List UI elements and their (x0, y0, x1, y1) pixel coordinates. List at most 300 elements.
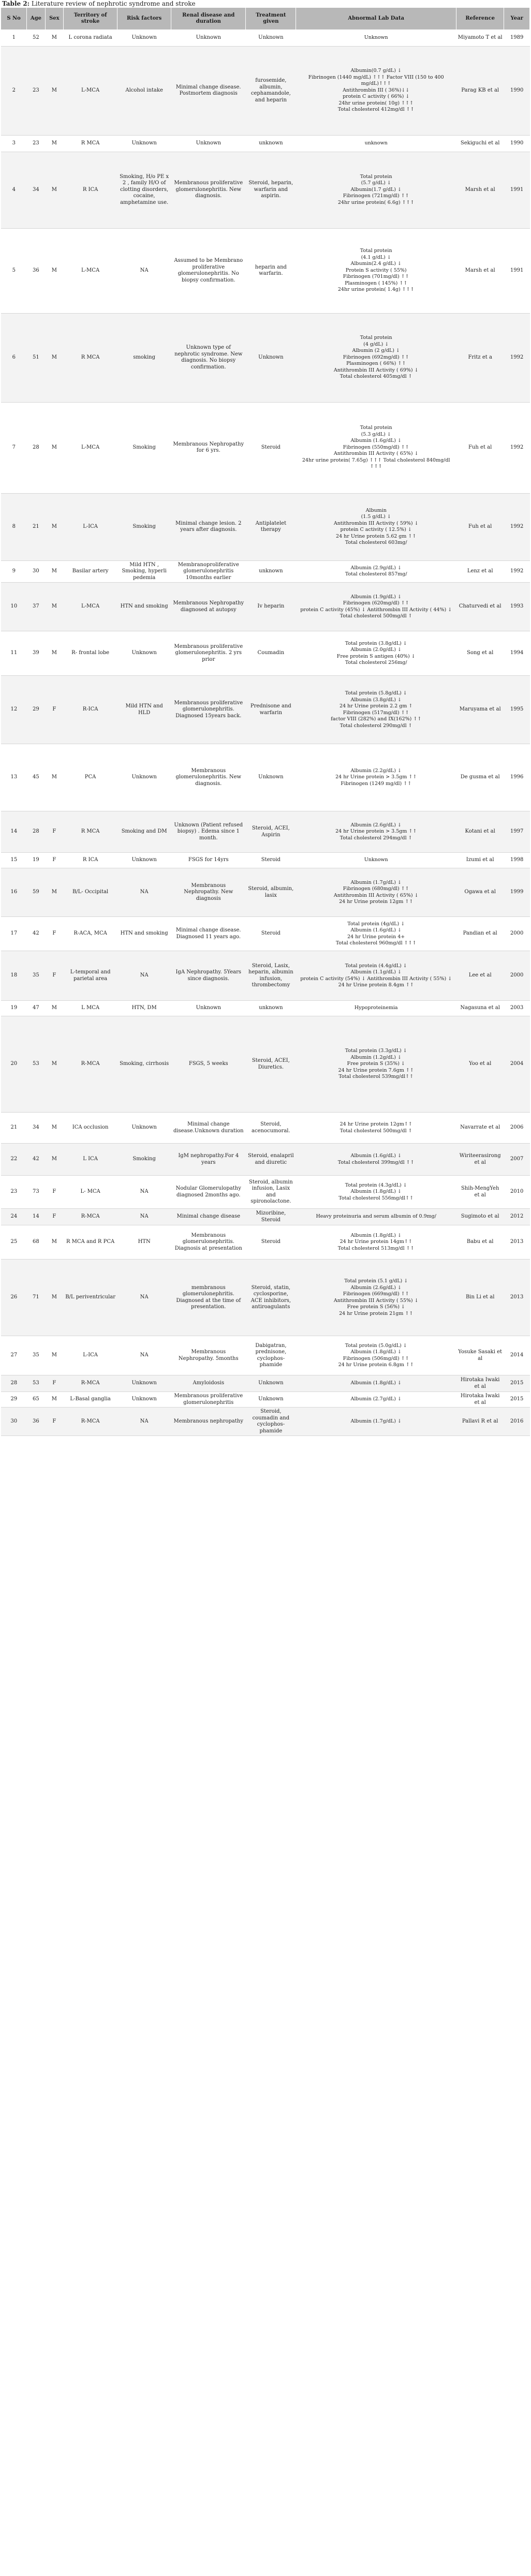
lab-value: Fibrinogen (1249 mg/dl) ↑↑ (341, 780, 412, 787)
cell-treatment: Unknown (246, 1375, 296, 1392)
cell-sex: M (45, 493, 63, 560)
cell-age: 53 (27, 1016, 45, 1113)
lab-value: (1.5 g/dL) ↓ (361, 514, 391, 520)
cell-renal-disease: Membranoproliferative glomerulonephritis 10months earlier (171, 560, 246, 583)
lab-value: Albumin (1.6g/dL) ↓ (350, 438, 402, 444)
cell-treatment: Steroid, statin, cyclosporine, ACE inhibitors, antiroagulants (246, 1260, 296, 1336)
cell-treatment: Steroid, enalapril and diuretic (246, 1144, 296, 1176)
cell-age: 52 (27, 29, 45, 46)
cell-reference: Hirotaka Iwaki et al (456, 1375, 504, 1392)
lab-value: Total protein (3.8g/dL) ↓ (345, 640, 407, 646)
table-row (1, 744, 530, 811)
cell-territory: L ICA (64, 1144, 117, 1176)
lab-value: Fibrinogen (721mg/dl) ↑↑ (343, 193, 409, 199)
table-body (1, 29, 530, 1436)
cell-lab-data (296, 1375, 456, 1392)
lab-value: Total protein (360, 425, 392, 431)
cell-sex: F (45, 811, 63, 853)
table-row (1, 951, 530, 1001)
cell-renal-disease: Membranous glomerulonephritis. New diagnosis. (171, 744, 246, 811)
cell-territory: B/L periventricular (64, 1260, 117, 1336)
lab-value: Albumin (1.6g/dL) ↓ (350, 1153, 402, 1159)
lab-value: 24hr urine protein( 10g) ↑↑↑ (338, 100, 414, 106)
cell-risk-factors: Mild HTN and HLD (117, 676, 171, 744)
cell-sno: 18 (1, 951, 27, 1001)
lab-value: Antithrombin III Activity ( 65%) ↓ (333, 451, 419, 457)
cell-reference: Marsh et al (456, 152, 504, 228)
lab-value: Albumin (1.8g/dL) ↓ (350, 1189, 402, 1195)
table-row (1, 917, 530, 951)
lab-value: Heavy proteinuria and serum albumin of 0.9mg/ (316, 1213, 436, 1220)
table-row (1, 493, 530, 560)
cell-risk-factors: NA (117, 1209, 171, 1225)
cell-reference: Nagasuna et al (456, 1001, 504, 1016)
cell-lab-data (296, 152, 456, 228)
cell-renal-disease: Membranous Nephropathy. 5months (171, 1336, 246, 1375)
table-row (1, 228, 530, 313)
cell-territory: R-ICA (64, 676, 117, 744)
lab-value: 24 hr Urine protein > 3.5gm ↑↑ (335, 774, 417, 780)
cell-year: 2004 (504, 1016, 530, 1113)
cell-territory: L-MCA (64, 46, 117, 135)
table-header-row (1, 8, 530, 29)
lab-value: Fibrinogen (701mg/dl) ↑↑ (343, 274, 409, 280)
cell-renal-disease: Nodular Glomerulopathy diagnosed 2months ago. (171, 1176, 246, 1209)
cell-reference: Maruyama et al (456, 676, 504, 744)
lab-value: Albumin (2.2g/dL) ↓ (350, 767, 402, 774)
cell-age: 23 (27, 135, 45, 152)
cell-renal-disease: Minimal change disease. Postmortem diagnosis (171, 46, 246, 135)
cell-reference: Lee et al (456, 951, 504, 1001)
lab-value: Total cholesterol 603mg/ (345, 540, 407, 545)
cell-lab-data (296, 1225, 456, 1260)
cell-age: 45 (27, 744, 45, 811)
cell-year: 2015 (504, 1392, 530, 1408)
cell-renal-disease: Minimal change disease (171, 1209, 246, 1225)
table-row (1, 1144, 530, 1176)
lab-value: unknown (364, 140, 388, 146)
cell-renal-disease: Unknown (171, 29, 246, 46)
lab-value: Albumin (2.6g/dL) ↓ (350, 822, 402, 828)
header-lab-data: Abnormal Lab Data (296, 8, 456, 29)
table-row (1, 560, 530, 583)
cell-renal-disease: IgA Nephropathy. 5Years since diagnosis. (171, 951, 246, 1001)
cell-age: 23 (27, 46, 45, 135)
lab-value: Fibrinogen (680mg/dl) ↑↑ (343, 886, 409, 892)
cell-treatment: Steroid, acenocumoral. (246, 1113, 296, 1144)
cell-treatment: Unknown (246, 1392, 296, 1408)
cell-lab-data (296, 1392, 456, 1408)
cell-lab-data (296, 1016, 456, 1113)
cell-treatment: heparin and warfarin. (246, 228, 296, 313)
cell-sno: 15 (1, 853, 27, 868)
lab-value: 24 hr Urine protein > 3.5gm ↑↑ (335, 828, 417, 835)
cell-territory: R ICA (64, 853, 117, 868)
cell-territory: L corona radiata (64, 29, 117, 46)
cell-reference: Ogawa et al (456, 868, 504, 917)
cell-territory: R MCA and R PCA (64, 1225, 117, 1260)
cell-risk-factors: NA (117, 1260, 171, 1336)
table-row (1, 46, 530, 135)
cell-sno: 20 (1, 1016, 27, 1113)
lab-value: (4.1 g/dL) ↓ (361, 254, 391, 260)
cell-year: 1992 (504, 313, 530, 402)
cell-year: 1989 (504, 29, 530, 46)
cell-lab-data (296, 1408, 456, 1436)
lab-value: Total cholesterol 399mg/dl ↑↑ (337, 1159, 415, 1165)
cell-sex: M (45, 1392, 63, 1408)
cell-treatment: furosemide, albumin, cephamandole, and heparin (246, 46, 296, 135)
cell-age: 28 (27, 402, 45, 493)
cell-sex: M (45, 1336, 63, 1375)
cell-risk-factors: NA (117, 1176, 171, 1209)
header-year: Year (504, 8, 530, 29)
cell-renal-disease: Membranous proliferative glomerulonephritis. 2 yrs prior (171, 631, 246, 676)
header-age: Age (27, 8, 45, 29)
cell-sex: F (45, 1408, 63, 1436)
table-row (1, 152, 530, 228)
lab-value: Antithrombin III ( 36%)↓↓ (343, 87, 410, 93)
cell-sex: M (45, 560, 63, 583)
cell-sno: 25 (1, 1225, 27, 1260)
cell-lab-data (296, 1260, 456, 1336)
cell-renal-disease: Membranous proliferative glomerulonephritis. New diagnosis. (171, 152, 246, 228)
table-row (1, 1392, 530, 1408)
cell-treatment: unknown (246, 135, 296, 152)
cell-territory: R ICA (64, 152, 117, 228)
cell-treatment: Steroid, ACEI, Aspirin (246, 811, 296, 853)
lab-value: Fibrinogen (620mg/dl) ↑↑ (343, 600, 409, 606)
table-row (1, 1209, 530, 1225)
cell-lab-data (296, 811, 456, 853)
cell-sex: M (45, 152, 63, 228)
cell-age: 71 (27, 1260, 45, 1336)
table-row (1, 853, 530, 868)
lab-value: Total cholesterol 857mg/ (345, 571, 407, 578)
cell-reference: Hirotaka Iwaki et al (456, 1392, 504, 1408)
cell-risk-factors: Unknown (117, 631, 171, 676)
cell-age: 37 (27, 583, 45, 631)
cell-age: 47 (27, 1001, 45, 1016)
cell-territory: PCA (64, 744, 117, 811)
cell-renal-disease: Membranous proliferative glomerulonephritis. Diagnosed 15years back. (171, 676, 246, 744)
cell-sno: 12 (1, 676, 27, 744)
header-treatment: Treatment given (246, 8, 296, 29)
caption-text: Literature review of nephrotic syndrome and stroke (30, 0, 196, 7)
cell-age: 14 (27, 1209, 45, 1225)
lab-value: Total cholesterol 556mg/dl↑↑ (338, 1195, 414, 1201)
cell-sex: M (45, 313, 63, 402)
cell-year: 2006 (504, 1113, 530, 1144)
cell-lab-data (296, 29, 456, 46)
cell-reference: Kotani et al (456, 811, 504, 853)
literature-review-table (1, 8, 530, 1436)
cell-risk-factors: Smoking (117, 1144, 171, 1176)
lab-value: Albumin(0.7 g/dL) ↓ (350, 68, 402, 74)
cell-sex: M (45, 1225, 63, 1260)
table-row (1, 1336, 530, 1375)
cell-treatment: Unknown (246, 29, 296, 46)
cell-reference: Chaturvedi et al (456, 583, 504, 631)
cell-age: 36 (27, 228, 45, 313)
cell-sno: 28 (1, 1375, 27, 1392)
cell-sno: 24 (1, 1209, 27, 1225)
lab-value: Albumin (2.6g/dL) ↓ (350, 1284, 402, 1291)
lab-value: Albumin (1.1g/dL) ↓ (350, 969, 402, 975)
cell-sno: 4 (1, 152, 27, 228)
cell-lab-data (296, 951, 456, 1001)
cell-territory: Basilar artery (64, 560, 117, 583)
lab-value: Albumin (1.9g/dL) ↓ (350, 594, 402, 600)
cell-year: 1995 (504, 676, 530, 744)
table-row (1, 676, 530, 744)
cell-risk-factors: Smoking and DM (117, 811, 171, 853)
cell-reference: Sugimoto et al (456, 1209, 504, 1225)
cell-age: 51 (27, 313, 45, 402)
cell-risk-factors: NA (117, 868, 171, 917)
table-row (1, 1225, 530, 1260)
cell-treatment: Steroid, albumin, lasix (246, 868, 296, 917)
lab-value: Antithrombin III Activity ( 59%) ↓ (333, 520, 419, 526)
lab-value: Albumin (1.8g/dL) ↓ (350, 1232, 402, 1238)
lab-value: Total protein (360, 335, 392, 341)
cell-renal-disease: Amyloidosis (171, 1375, 246, 1392)
cell-treatment: Coumadin (246, 631, 296, 676)
cell-sex: M (45, 402, 63, 493)
table-row (1, 313, 530, 402)
cell-risk-factors: Smoking (117, 402, 171, 493)
cell-sex: F (45, 1176, 63, 1209)
cell-territory: R-MCA (64, 1016, 117, 1113)
lab-value: Albumin (1.8g/dL) ↓ (350, 1349, 402, 1355)
lab-value: Unknown (364, 857, 388, 863)
cell-lab-data (296, 228, 456, 313)
cell-reference: Fuh et al (456, 402, 504, 493)
lab-value: Total cholesterol 405mg/dl ↑ (340, 374, 412, 380)
cell-treatment: Unknown (246, 744, 296, 811)
cell-year: 1997 (504, 811, 530, 853)
cell-sno: 22 (1, 1144, 27, 1176)
cell-sex: M (45, 744, 63, 811)
cell-sex: M (45, 1113, 63, 1144)
cell-age: 53 (27, 1375, 45, 1392)
cell-reference: Yosuke Sasaki et al (456, 1336, 504, 1375)
cell-territory: L-MCA (64, 402, 117, 493)
cell-territory: L MCA (64, 1001, 117, 1016)
cell-sno: 1 (1, 29, 27, 46)
cell-sex: F (45, 853, 63, 868)
cell-year: 2000 (504, 917, 530, 951)
cell-sno: 14 (1, 811, 27, 853)
header-renal-disease: Renal disease and duration (171, 8, 246, 29)
lab-value: Total cholesterol 256mg/ (345, 660, 407, 665)
cell-treatment: Steroid, ACEI, Diuretics. (246, 1016, 296, 1113)
cell-treatment: Steroid (246, 1225, 296, 1260)
cell-risk-factors: Smoking (117, 493, 171, 560)
lab-value: Total protein (4.4g/dL) ↓ (345, 963, 407, 969)
cell-year: 1992 (504, 402, 530, 493)
cell-lab-data (296, 560, 456, 583)
cell-year: 2012 (504, 1209, 530, 1225)
lab-value: Free protein S (56%) ↓ (347, 1304, 405, 1310)
cell-risk-factors: Unknown (117, 1375, 171, 1392)
lab-value: protein C activity ( 66%) ↓ (343, 94, 410, 100)
table-caption (1, 0, 530, 8)
cell-renal-disease: Membranous glomerulonephritis. Diagnosis at presentation (171, 1225, 246, 1260)
cell-territory: ICA occlusion (64, 1113, 117, 1144)
cell-lab-data (296, 744, 456, 811)
cell-age: 28 (27, 811, 45, 853)
lab-value: (4 g/dL) ↓ (363, 341, 389, 347)
lab-value: protein C activity (45%) ↓ Antithrombin III Activity ( 44%) ↓ (300, 606, 452, 613)
cell-lab-data (296, 46, 456, 135)
cell-year: 1993 (504, 583, 530, 631)
cell-lab-data (296, 493, 456, 560)
cell-sex: F (45, 1209, 63, 1225)
lab-value: 24 hr Urine protein 8.4gm ↑↑ (338, 982, 414, 988)
lab-value: 24 hr Urine protein 2.2 gm ↑ (340, 703, 413, 709)
lab-value: Total protein (360, 173, 392, 180)
cell-risk-factors: Unknown (117, 1113, 171, 1144)
cell-lab-data (296, 1001, 456, 1016)
cell-treatment: Steroid (246, 402, 296, 493)
lab-value: Albumin(2.4 g/dL) ↓ (350, 261, 402, 267)
table-row (1, 135, 530, 152)
lab-value: Hypoproteinemia (354, 1005, 398, 1011)
cell-year: 1992 (504, 493, 530, 560)
cell-year: 2007 (504, 1144, 530, 1176)
cell-treatment: Steroid (246, 853, 296, 868)
cell-age: 73 (27, 1176, 45, 1209)
cell-lab-data (296, 1176, 456, 1209)
cell-reference: Marsh et al (456, 228, 504, 313)
cell-sex: M (45, 1260, 63, 1336)
cell-territory: R-MCA (64, 1209, 117, 1225)
table-row (1, 583, 530, 631)
cell-reference: Parag KB et al (456, 46, 504, 135)
lab-value: Fibrinogen (1440 mg/dL) ↑↑↑ Factor VIII (150 to 400 mg/dL)↑↑↑ (308, 74, 444, 87)
cell-age: 36 (27, 1408, 45, 1436)
cell-age: 34 (27, 1113, 45, 1144)
lab-value: Total protein (5.1 g/dL) ↓ (344, 1278, 408, 1284)
lab-value: Total cholesterol 500mg/dl ↑ (340, 613, 412, 619)
cell-year: 1992 (504, 560, 530, 583)
cell-lab-data (296, 313, 456, 402)
cell-sex: F (45, 951, 63, 1001)
cell-lab-data (296, 917, 456, 951)
cell-treatment: Mizoribine, Steroid (246, 1209, 296, 1225)
cell-renal-disease: Minimal change disease.Unknown duration (171, 1113, 246, 1144)
cell-year: 2014 (504, 1336, 530, 1375)
cell-sex: M (45, 1001, 63, 1016)
cell-sex: M (45, 631, 63, 676)
cell-reference: Shih-MengYeh et al (456, 1176, 504, 1209)
cell-treatment: unknown (246, 560, 296, 583)
cell-territory: R-MCA (64, 1408, 117, 1436)
cell-sno: 13 (1, 744, 27, 811)
cell-renal-disease: FSGS, 5 weeks (171, 1016, 246, 1113)
cell-risk-factors: Smoking, H/o PE x 2 , family H/O of clotting disorders, cocaine, amphetamine use. (117, 152, 171, 228)
cell-risk-factors: Unknown (117, 744, 171, 811)
cell-renal-disease: Membranous Nephropathy for 6 yrs. (171, 402, 246, 493)
lab-value: Albumin (1.6g/dL) ↓ (350, 927, 402, 933)
lab-value: Albumin (1.8g/dL) ↓ (350, 1380, 402, 1386)
lab-value: Free protein S antigen (40%) ↓ (336, 653, 416, 659)
cell-renal-disease: Membranous Nephropathy. New diagnosis (171, 868, 246, 917)
lab-value: Plasminogen ( 145%) ↑↑ (345, 280, 408, 286)
cell-year: 1998 (504, 853, 530, 868)
lab-value: Albumin (2.0g/dL) ↓ (350, 647, 402, 653)
lab-value: Plasminogen ( 66%) ↑↑ (346, 361, 406, 367)
cell-renal-disease: Unknown type of nephrotic syndrome. New diagnosis. No biopsy confirmation. (171, 313, 246, 402)
cell-age: 42 (27, 1144, 45, 1176)
lab-value: Albumin (1.7g/dL) ↓ (350, 1418, 402, 1424)
cell-treatment: Unknown (246, 313, 296, 402)
lab-value: Albumin (1.7g/dL) ↓ (350, 879, 402, 885)
cell-sex: F (45, 676, 63, 744)
cell-renal-disease: Unknown (171, 1001, 246, 1016)
lab-value: 24 hr Urine protein 5.62 gm ↑↑ (336, 533, 417, 539)
cell-sno: 26 (1, 1260, 27, 1336)
lab-value: Total protein (360, 248, 392, 254)
cell-lab-data (296, 868, 456, 917)
cell-lab-data (296, 1144, 456, 1176)
cell-territory: L-temporal and parietal area (64, 951, 117, 1001)
cell-age: 39 (27, 631, 45, 676)
cell-territory: B/L- Occipital (64, 868, 117, 917)
cell-territory: L-ICA (64, 1336, 117, 1375)
cell-year: 1991 (504, 228, 530, 313)
cell-sno: 19 (1, 1001, 27, 1016)
cell-sno: 23 (1, 1176, 27, 1209)
cell-reference: Navarrate et al (456, 1113, 504, 1144)
header-risk-factors: Risk factors (117, 8, 171, 29)
cell-reference: Sekiguchi et al (456, 135, 504, 152)
cell-sex: M (45, 868, 63, 917)
cell-risk-factors: Unknown (117, 29, 171, 46)
cell-risk-factors: HTN (117, 1225, 171, 1260)
cell-year: 2016 (504, 1408, 530, 1436)
header-reference: Reference (456, 8, 504, 29)
cell-sno: 5 (1, 228, 27, 313)
lab-value: Total protein (4.3g/dL) ↓ (345, 1182, 407, 1188)
lab-value: Fibrinogen (692mg/dl) ↑↑ (343, 354, 409, 360)
lab-value: Total protein (3.3g/dL) ↓ (345, 1048, 407, 1054)
table-row (1, 402, 530, 493)
cell-renal-disease: Minimal change lesion. 2 years after diagnosis. (171, 493, 246, 560)
lab-value: 24 hr Urine protein 7.6gm ↑↑ (338, 1067, 414, 1073)
cell-risk-factors: NA (117, 1336, 171, 1375)
cell-sno: 3 (1, 135, 27, 152)
lab-value: Total protein (4g/dL) ↓ (347, 921, 405, 927)
cell-year: 1990 (504, 135, 530, 152)
cell-territory: R- frontal lobe (64, 631, 117, 676)
lab-value: Free protein S (35%) ↓ (347, 1061, 405, 1067)
cell-lab-data (296, 402, 456, 493)
lab-value: Total cholesterol 290mg/dl ↑ (340, 722, 412, 729)
cell-age: 35 (27, 951, 45, 1001)
cell-reference: Fritz et a (456, 313, 504, 402)
cell-sno: 27 (1, 1336, 27, 1375)
table-row (1, 631, 530, 676)
cell-territory: R-ACA, MCA (64, 917, 117, 951)
cell-year: 2015 (504, 1375, 530, 1392)
cell-age: 34 (27, 152, 45, 228)
cell-year: 2003 (504, 1001, 530, 1016)
lab-value: Albumin (2 g/dL) ↓ (352, 348, 400, 354)
cell-reference: De gusma et al (456, 744, 504, 811)
cell-renal-disease: Assumed to be Membrano proliferative glomerulonephritis. No biopsy confirmation. (171, 228, 246, 313)
